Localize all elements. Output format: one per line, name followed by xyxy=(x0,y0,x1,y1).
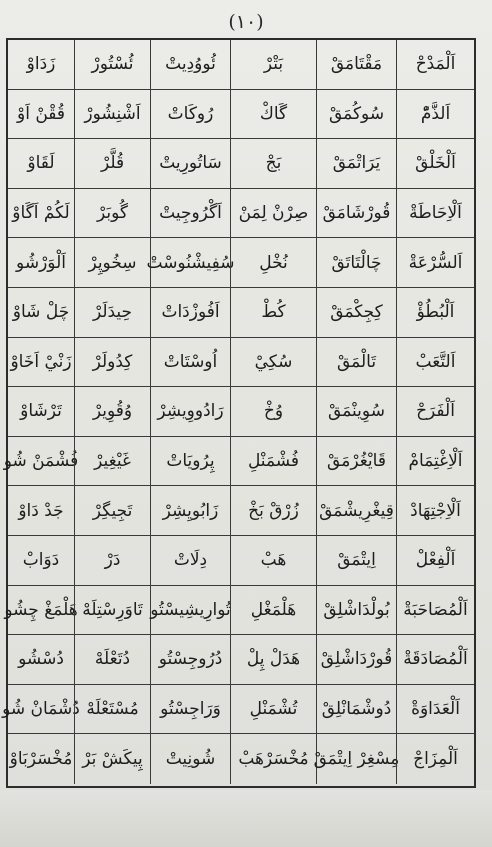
vocabulary-table xyxy=(2,38,476,788)
table-cell: يَرَاتْمَقْ xyxy=(316,139,396,188)
table-row xyxy=(8,139,474,189)
table-cell: قُلَّرْ xyxy=(74,139,150,188)
table-cell: اَلْمُصَاحَبَةْ xyxy=(396,586,474,635)
table-cell: دُوشْمَانْلِقْ xyxy=(316,685,396,734)
table-cell: اَلْاِجْتِهَادْ xyxy=(396,486,474,535)
table-cell: سُفِيشْنُوسْتْ xyxy=(150,238,230,287)
table-cell: اَلْمِزَاجْ xyxy=(396,734,474,784)
table-cell: تَجِيگِرْ xyxy=(74,486,150,535)
table-cell: كِدُولَرْ xyxy=(74,338,150,387)
table-cell: بَجْ xyxy=(230,139,316,188)
table-row xyxy=(8,635,474,685)
table-cell: اَشْنِشُورْ xyxy=(74,90,150,139)
table-cell: اَلْاِغْتِمَامْ xyxy=(396,437,474,486)
page-number: (١٠) xyxy=(228,11,264,33)
table-cell: اَفُوزْدَاتْ xyxy=(150,288,230,337)
table-cell: زَنْيْ اَخَاوْ xyxy=(10,351,72,372)
table-cell: زَدَاوْ xyxy=(26,54,56,75)
table-cell: قِيغْرِيشْمَقْ xyxy=(316,486,396,535)
table-cell: غَيْغِيرْ xyxy=(74,437,150,486)
table-cell: اَلْمَدْحْ xyxy=(396,40,474,89)
table-cell: فُشْمَنْلِ xyxy=(230,437,316,486)
table-cell: نُخْلِ xyxy=(230,238,316,287)
table-row xyxy=(8,238,474,288)
table-cell: بُولْدَاشْلِقْ xyxy=(316,586,396,635)
table-cell: اِيتْمَقْ xyxy=(316,536,396,585)
table-cell: دُسْشُو xyxy=(18,649,64,670)
table-row xyxy=(8,288,474,338)
table-cell: ئُووُدِيتْ xyxy=(150,40,230,89)
table-cell: كُطْ xyxy=(230,288,316,337)
table-row xyxy=(8,90,474,140)
table-row xyxy=(8,40,474,90)
table-row xyxy=(3,437,474,487)
table-cell: دُرُوجِسْتُو xyxy=(150,635,230,684)
page-bottom-margin xyxy=(0,790,492,847)
table-cell: هَلْمَغْ چِشُو xyxy=(4,599,78,620)
table-cell: تَرْشَاوْ xyxy=(20,401,62,422)
table-cell: جَدْ دَاوْ xyxy=(18,500,64,521)
table-cell: چَالْتَاتَقْ xyxy=(316,238,396,287)
table-cell: پِيكَشْ بَرْ xyxy=(74,734,150,784)
table-cell: زَابُويِشِرْ xyxy=(150,486,230,535)
table-cell: مَقْتَامَقْ xyxy=(316,40,396,89)
table-row xyxy=(2,685,474,735)
table-cell: اَلْبُطُؤْ xyxy=(396,288,474,337)
table-cell: دَوَابْ xyxy=(22,550,60,571)
table-cell: گَاكْ xyxy=(230,90,316,139)
table-cell: صِرْنْ لِمَنْ xyxy=(230,189,316,238)
table-row xyxy=(4,586,474,636)
table-cell: قُورْدَاشْلِقْ xyxy=(316,635,396,684)
table-cell: حِيدَلَرْ xyxy=(74,288,150,337)
table-cell: هَلْمَغْلِ xyxy=(230,586,316,635)
table-row xyxy=(8,486,474,536)
table-cell: سُوكُمَقْ xyxy=(316,90,396,139)
table-cell: چَلْ شَاوْ xyxy=(12,302,70,323)
table-cell: تُشْمَنْلِ xyxy=(230,685,316,734)
table-cell: اَلْفِعْلْ xyxy=(396,536,474,585)
table-cell: رُوكَاتْ xyxy=(150,90,230,139)
table-cell: لَقَاوْ xyxy=(27,153,55,174)
table-cell: سُوِينْمَقْ xyxy=(316,387,396,436)
table-cell: قَايْغُرْمَقْ xyxy=(316,437,396,486)
table-cell: ئُسْتُورْ xyxy=(74,40,150,89)
table-cell: اَلسُّرْعَةْ xyxy=(396,238,474,287)
table-cell: اَلْعَدَاوَةْ xyxy=(396,685,474,734)
table-cell: شُونِيتْ xyxy=(150,734,230,784)
table-cell: فُشْمَنْ شُو xyxy=(3,451,79,472)
table-cell: هَدَلْ پِلْ xyxy=(230,635,316,684)
table-cell: گُوبَرْ xyxy=(74,189,150,238)
table-row xyxy=(8,536,474,586)
table-cell: قُورْشَامَقْ xyxy=(316,189,396,238)
table-cell: لَكُمْ اَگَاوْ xyxy=(12,203,70,224)
table-cell: مُسْتَعْلَهْ xyxy=(74,685,150,734)
table-cell: قُقْنْ اَوْ xyxy=(17,103,66,124)
table-cell: كِجِكْمَقْ xyxy=(316,288,396,337)
table-row xyxy=(8,189,474,239)
table-cell: اَلْمُصَادَقَةْ xyxy=(396,635,474,684)
table-cell: پِرُويَاتْ xyxy=(150,437,230,486)
table-cell: تَالْمَقْ xyxy=(316,338,396,387)
table-cell: دُشْمَانْ شُو xyxy=(2,699,80,720)
table-row xyxy=(8,734,474,784)
table-row xyxy=(8,338,474,388)
table-cell: زُرْقْ بَخْ xyxy=(230,486,316,535)
table-cell: مُخْسَرْبَاوْ xyxy=(9,749,73,770)
table-cell: اُوسْتَاتْ xyxy=(150,338,230,387)
table-cell: دَرْ xyxy=(74,536,150,585)
table-cell: اَلْوَرْشُو xyxy=(16,252,66,273)
table-cell: دُتَعْلَهْ xyxy=(74,635,150,684)
table-cell: اَلذَّمّْ xyxy=(396,90,474,139)
table-cell: مِسْغِرْ اِيتْمَقْ xyxy=(316,734,396,784)
table-cell: اَلتَّعَبْ xyxy=(396,338,474,387)
table-cell: دِلَاتْ xyxy=(150,536,230,585)
table-cell: اَلْخَلْقْ xyxy=(396,139,474,188)
table-cell: سَاتُورِيتْ xyxy=(150,139,230,188)
table-cell: سُكِيْ xyxy=(230,338,316,387)
table-cell: اَگْرُوجِيتْ xyxy=(150,189,230,238)
table-row xyxy=(8,387,474,437)
table-cell: اَلْفَرَحْ xyxy=(396,387,474,436)
table-cell: وُقُوِيرْ xyxy=(74,387,150,436)
table-cell: هَبْ xyxy=(230,536,316,585)
table-cell: بَتْرْ xyxy=(230,40,316,89)
table-cell: رَادُووِيشِرْ xyxy=(150,387,230,436)
table-cell: مُخْسَرْهَبْ xyxy=(230,734,316,784)
table-cell: تَاوَرِسْتِلَهْ xyxy=(74,586,150,635)
table-cell: اَلْاِحَاطَةْ xyxy=(396,189,474,238)
table-cell: وُخْ xyxy=(230,387,316,436)
table-cell: تُوارِيشِيسْتُو xyxy=(150,586,230,635)
table-cell: سِخُوپِرْ xyxy=(74,238,150,287)
table-cell: وَرَاجِسْتُو xyxy=(150,685,230,734)
